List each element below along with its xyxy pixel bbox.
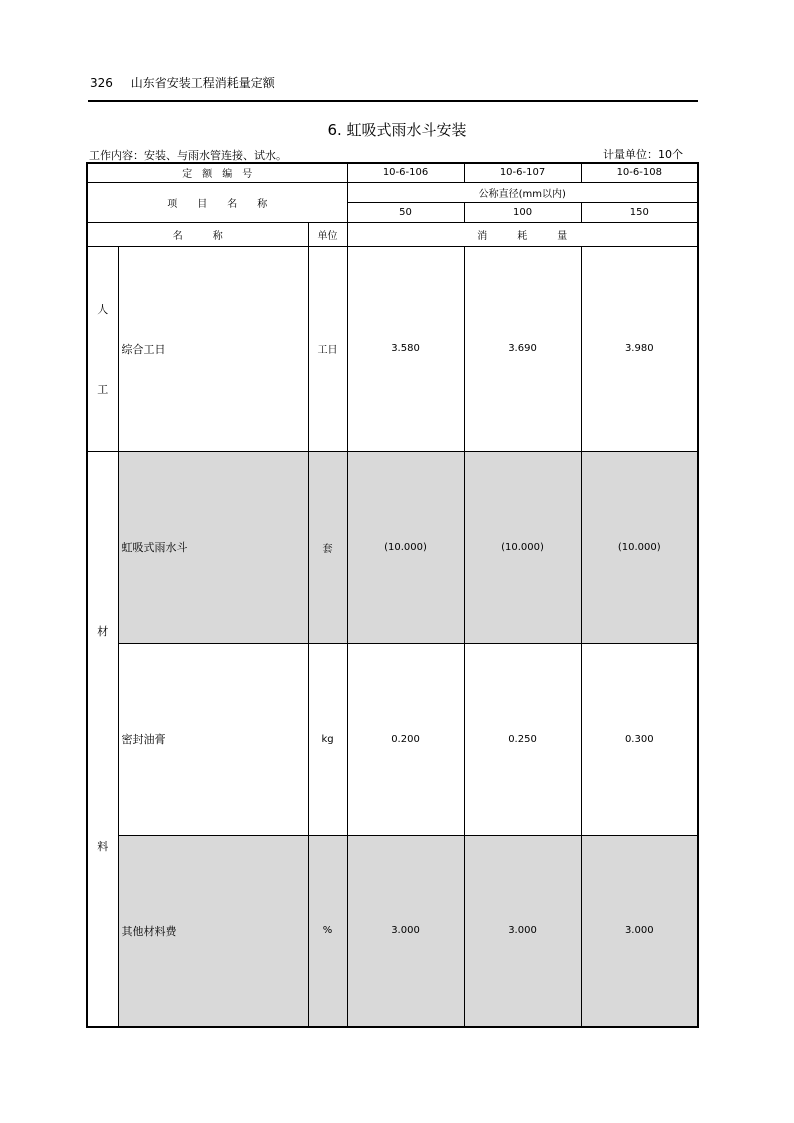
value-cell: 3.000 — [581, 835, 698, 1027]
labor-category — [87, 246, 118, 451]
quota-number-label: 定 额 编 号 — [87, 163, 347, 182]
column-unit-header: 单位 — [308, 222, 347, 246]
value-cell: (10.000) — [347, 451, 464, 643]
book-title: 山东省安装工程消耗量定额 — [130, 76, 275, 90]
diameter-1: 50 — [347, 202, 464, 222]
table-row — [87, 451, 698, 643]
header-divider — [88, 100, 698, 102]
item-name-label: 项 目 名 称 — [87, 182, 347, 222]
diameter-header-row — [87, 182, 698, 202]
value-cell: 3.980 — [581, 246, 698, 451]
measure-unit: 计量单位：10个 — [603, 148, 683, 161]
item-name: 虹吸式雨水斗 — [118, 451, 308, 643]
column-consumption-header: 消 耗 量 — [347, 222, 698, 246]
table-row — [87, 246, 698, 451]
value-cell: 0.300 — [581, 643, 698, 835]
value-cell: 3.000 — [464, 835, 581, 1027]
item-unit: kg — [308, 643, 347, 835]
page-number: 326 — [90, 76, 113, 90]
item-unit: 工日 — [308, 246, 347, 451]
column-header-row — [87, 222, 698, 246]
diameter-3: 150 — [581, 202, 698, 222]
section-title: 6. 虹吸式雨水斗安装 — [327, 121, 467, 139]
item-name: 综合工日 — [118, 246, 308, 451]
diameter-2: 100 — [464, 202, 581, 222]
diameter-label: 公称直径(mm以内) — [347, 182, 698, 202]
item-unit: % — [308, 835, 347, 1027]
value-cell: (10.000) — [464, 451, 581, 643]
value-cell: 0.250 — [464, 643, 581, 835]
item-name: 密封油膏 — [118, 643, 308, 835]
item-name: 其他材料费 — [118, 835, 308, 1027]
quota-table — [86, 162, 699, 1028]
work-content: 工作内容：安装、与雨水管连接、试水。 — [89, 149, 287, 162]
value-cell: 3.580 — [347, 246, 464, 451]
page-header — [90, 74, 275, 91]
material-category — [87, 451, 118, 1027]
quota-number-3: 10-6-108 — [581, 163, 698, 182]
value-cell: (10.000) — [581, 451, 698, 643]
category-char: 工 — [97, 382, 109, 396]
table-row — [87, 643, 698, 835]
category-char: 材 — [97, 625, 109, 639]
category-char: 料 — [97, 840, 109, 854]
quota-number-1: 10-6-106 — [347, 163, 464, 182]
item-unit: 套 — [308, 451, 347, 643]
table-row — [87, 835, 698, 1027]
quota-number-row — [87, 163, 698, 182]
value-cell: 3.000 — [347, 835, 464, 1027]
column-name-header: 名 称 — [87, 222, 308, 246]
quota-number-2: 10-6-107 — [464, 163, 581, 182]
category-char: 人 — [97, 302, 109, 316]
value-cell: 3.690 — [464, 246, 581, 451]
value-cell: 0.200 — [347, 643, 464, 835]
